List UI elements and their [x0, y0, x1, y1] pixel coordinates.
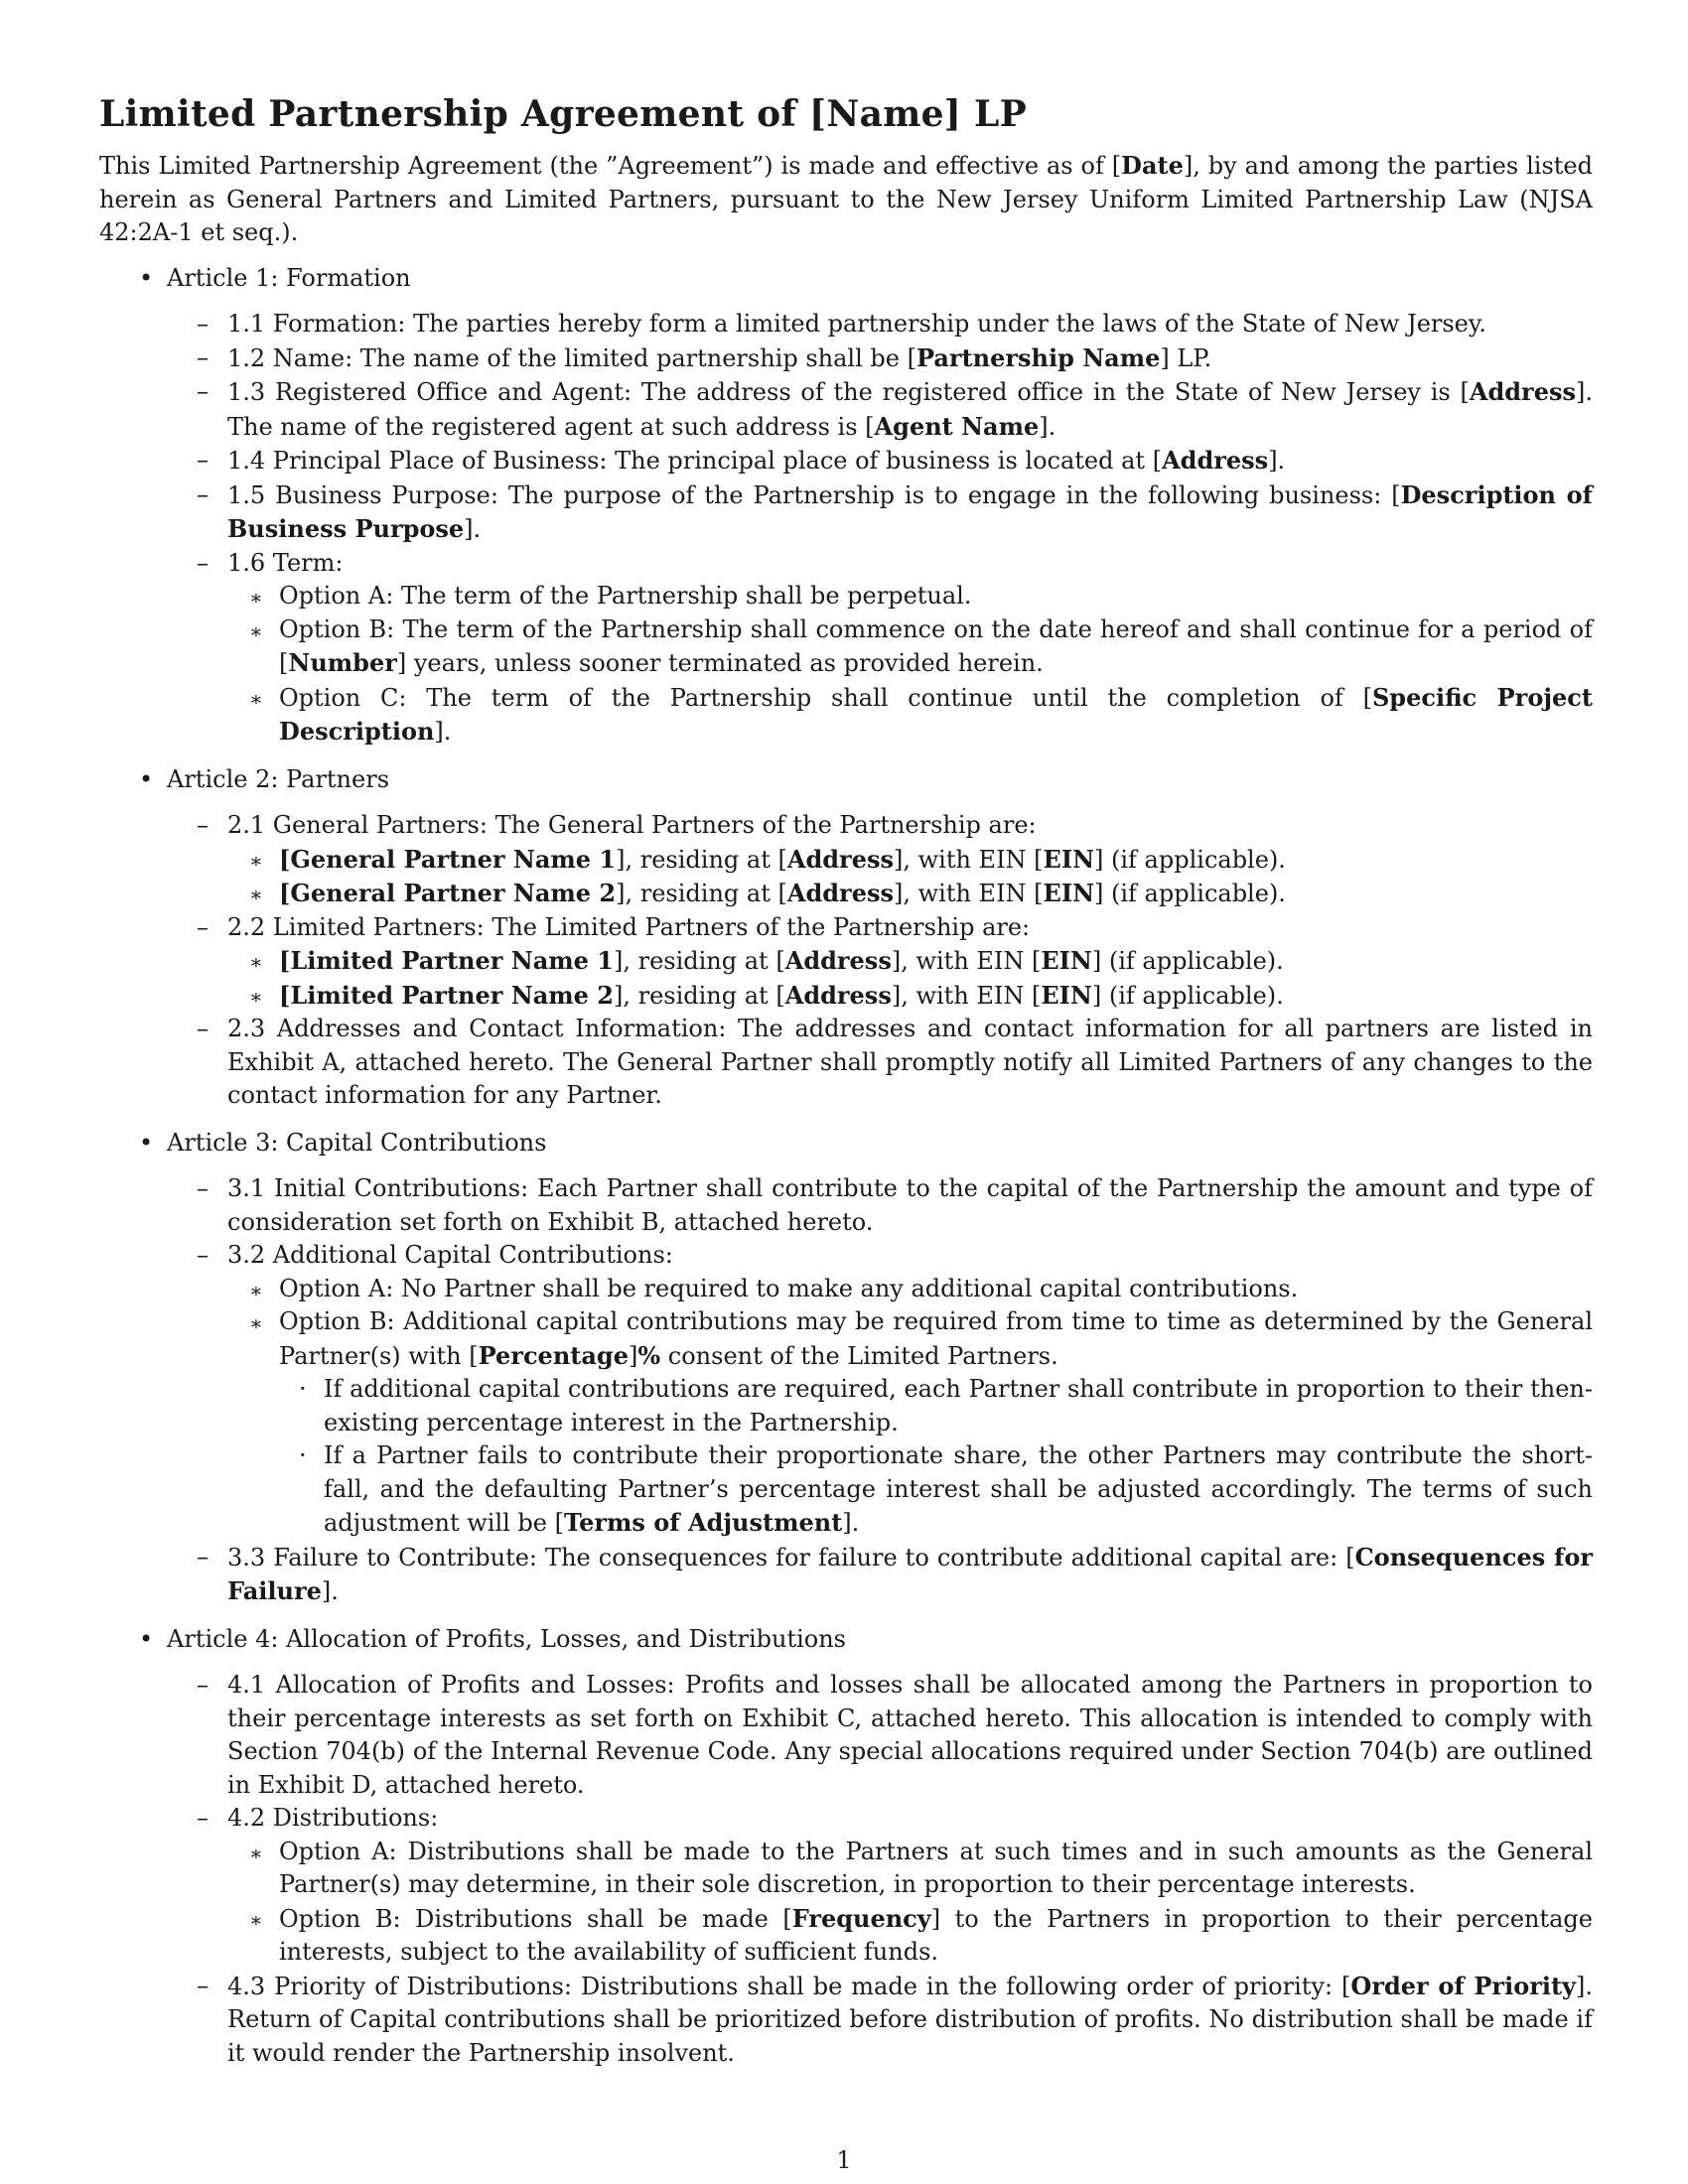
placeholder-order-of-priority: Order of Priority — [1350, 1971, 1576, 2000]
placeholder-consequences: Consequences for Failure — [227, 1542, 1594, 1605]
general-partner-2: ∗ [General Partner Name 2], residing at [Address], with EIN [EIN] (if applicable). — [249, 879, 1286, 907]
placeholder-partnership-name: Partnership Name — [915, 342, 1161, 372]
distribution-options — [227, 1836, 1593, 1970]
section-1-2: – 1.2 Name: The name of the limited partnership shall be [Partnership Name] LP. — [197, 342, 1212, 372]
intro-paragraph: This Limited Partnership Agreement (the ”Agreement”) is made and effective as of [Date], by and among the parties listed herein as General Partners and Limited Partners, pursuant to the New Jersey Uniform Limited Partnership Law (NJSA 42:2A-1 et seq.). — [99, 151, 1593, 246]
article-4-sections — [167, 1669, 1593, 2070]
placeholder-address: Address — [1469, 377, 1576, 406]
document-title: Limited Partnership Agreement of [Name] LP — [99, 93, 1027, 135]
bullet-marker: • — [139, 1624, 154, 1653]
term-option-b: ∗ Option B: The term of the Partnership shall commence on the date hereof and shall continue for a period of [Number] years, unless sooner terminated as provided herein. — [249, 614, 1593, 677]
placeholder-percentage: Percentage — [478, 1340, 629, 1370]
term-options — [227, 580, 1593, 750]
article-2 — [99, 763, 1593, 1113]
section-2-3: – 2.3 Addresses and Contact Information: The addresses and contact information for all partners are listed in Exhibit A, attached hereto. The General Partner shall promptly notify all Limited Partners of any changes to the contact information for any Partner. — [197, 1015, 1593, 1109]
article-2-sections — [167, 809, 1593, 1113]
section-1-4: – 1.4 Principal Place of Business: The principal place of business is located at [Address]. — [197, 446, 1286, 475]
capital-option-a: ∗ Option A: No Partner shall be required to make any additional capital contributions. — [249, 1274, 1299, 1302]
article-3 — [99, 1127, 1593, 1609]
article-3-sections — [167, 1172, 1593, 1609]
placeholder-number: Number — [288, 648, 397, 677]
section-1-1: – 1.1 Formation: The parties hereby form a limited partnership under the laws of the State of New Jersey. — [197, 310, 1486, 338]
capital-options — [227, 1273, 1593, 1541]
bullet-marker: • — [139, 263, 154, 292]
placeholder-date: Date — [1121, 151, 1184, 180]
placeholder-frequency: Frequency — [791, 1903, 931, 1933]
capital-option-b: ∗ Option B: Additional capital contributions may be required from time to time as determined by the General Partner(s) with [Percentage]% consent of the Limited Partners. · If additional capital contributions are required, each Partner shall contribute in proportion to their then-existing percentage interest in the Partnership. · If a Partner fails to contribute their proportionate share, the other Partners may contribute the short-fall, and the defaulting Partner’s percentage interest shall be adjusted accordingly. The terms of such adjustment will be [Terms of Adjustment]. — [227, 1305, 1593, 1541]
limited-partner-1: ∗ [Limited Partner Name 1], residing at [Address], with EIN [EIN] (if applicable). — [249, 946, 1284, 975]
article-3-heading: Article 3: Capital Contributions — [167, 1128, 547, 1157]
general-partner-list — [227, 843, 1593, 911]
placeholder-business-purpose: Description of Business Purpose — [227, 479, 1593, 543]
bullet-marker: • — [139, 764, 154, 793]
bullet-marker: • — [139, 1128, 154, 1157]
article-list — [99, 262, 1593, 2071]
section-1-3: – 1.3 Registered Office and Agent: The address of the registered office in the State of New Jersey is [Address]. The name of the registered agent at such address is [Agent Name]. — [197, 377, 1593, 441]
section-4-1: – 4.1 Allocation of Profits and Losses: Profits and losses shall be allocated among the Partners in proportion to their percentage interests as set forth on Exhibit C, attached hereto. This allocation is intended to comply with Section 704(b) of the Internal Revenue Code. Any special allocations required under Section 704(b) are outlined in Exhibit D, attached hereto. — [197, 1671, 1593, 1799]
article-2-heading: Article 2: Partners — [167, 764, 390, 793]
article-1-sections — [167, 308, 1593, 750]
section-3-3: – 3.3 Failure to Contribute: The consequences for failure to contribute additional capital are: [Consequences for Failure]. — [197, 1542, 1594, 1605]
distribution-option-a: ∗ Option A: Distributions shall be made to the Partners at such times and in such amounts as the General Partner(s) may determine, in their sole discretion, in proportion to their percentage interests. — [249, 1837, 1593, 1898]
placeholder-agent-name: Agent Name — [874, 411, 1040, 441]
article-1-heading: Article 1: Formation — [167, 263, 411, 292]
article-1 — [99, 262, 1593, 750]
section-3-2: – 3.2 Additional Capital Contributions: ∗ Option A: No Partner shall be required to make any additional capital contributions. ∗ Option B: Additional capital contributions may be required from time to time as determined by the General Partner(s) with [Percentage]% consent of the Limited Partners. · If additional capital contributions are required, each Partner shall contribute in proportion to their then-existing percentage interest in the Partnership. · If a Partner fails to contribute their proportionate share, the other Partners may contribute the short-fall, and the defaulting Partner’s percentage interest shall be adjusted accordingly. The terms of such adjustment will be [Terms of Adjustment]. — [167, 1239, 1593, 1541]
section-2-2: – 2.2 Limited Partners: The Limited Partners of the Partnership are: ∗ [Limited Partner Name 1], residing at [Address], with EIN [EIN] (if applicable). ∗ [Limited Partner Name 2], residing at [Address], with EIN [EIN] (if applicable). — [167, 911, 1593, 1014]
article-4 — [99, 1623, 1593, 2071]
section-4-2: – 4.2 Distributions: ∗ Option A: Distributions shall be made to the Partners at such times and in such amounts as the General Partner(s) may determine, in their sole discretion, in proportion to their percentage interests. ∗ Option B: Distributions shall be made [Frequency] to the Partners in proportion to their percentage interests, subject to the availability of sufficient funds. — [167, 1802, 1593, 1970]
section-1-5: – 1.5 Business Purpose: The purpose of the Partnership is to engage in the following business: [Description of Business Purpose]. — [197, 479, 1593, 543]
document-body — [99, 91, 1593, 2084]
page-number: 1 — [836, 2146, 852, 2174]
limited-partner-2: ∗ [Limited Partner Name 2], residing at [Address], with EIN [EIN] (if applicable). — [249, 980, 1284, 1010]
section-1-6: – 1.6 Term: ∗ Option A: The term of the Partnership shall be perpetual. ∗ Option B: The term of the Partnership shall commence on the date hereof and shall continue for a period of [Number] years, unless sooner terminated as provided herein. ∗ Option C: The term of the Partnership shall continue until the completion of [Specific Project Description]. — [167, 547, 1593, 750]
capital-option-b-details — [279, 1373, 1593, 1541]
limited-partner-list — [227, 944, 1593, 1013]
article-4-heading: Article 4: Allocation of Profits, Losses, and Distributions — [167, 1624, 846, 1653]
capital-detail-proportion: · If additional capital contributions are required, each Partner shall contribute in proportion to their then-existing percentage interest in the Partnership. — [299, 1375, 1593, 1436]
term-option-a: ∗ Option A: The term of the Partnership shall be perpetual. — [249, 582, 972, 610]
section-3-1: – 3.1 Initial Contributions: Each Partner shall contribute to the capital of the Partnership the amount and type of consideration set forth on Exhibit B, attached hereto. — [197, 1174, 1593, 1236]
distribution-option-b: ∗ Option B: Distributions shall be made [Frequency] to the Partners in proportion to their percentage interests, subject to the availability of sufficient funds. — [249, 1903, 1593, 1966]
section-2-1: – 2.1 General Partners: The General Partners of the Partnership are: ∗ [General Partner Name 1], residing at [Address], with EIN [EIN] (if applicable). ∗ [General Partner Name 2], residing at [Address], with EIN [EIN] (if applicable). — [167, 809, 1593, 911]
placeholder-terms-of-adjustment: Terms of Adjustment — [563, 1508, 843, 1537]
section-4-3: – 4.3 Priority of Distributions: Distributions shall be made in the following order of priority: [Order of Priority]. Return of Capital contributions shall be prioritized before distribution of profits. No distribution shall be made if it would render the Partnership insolvent. — [197, 1971, 1593, 2067]
general-partner-1: ∗ [General Partner Name 1], residing at [Address], with EIN [EIN] (if applicable). — [249, 844, 1286, 874]
placeholder-project-description: Specific Project Description — [279, 682, 1593, 746]
capital-detail-shortfall: · If a Partner fails to contribute their proportionate share, the other Partners may contribute the short-fall, and the defaulting Partner’s percentage interest shall be adjusted accordingly. The terms of such adjustment will be [Terms of Adjustment]. — [299, 1441, 1593, 1537]
placeholder-address: Address — [1162, 446, 1269, 475]
term-option-c: ∗ Option C: The term of the Partnership shall continue until the completion of [Specific Project Description]. — [249, 682, 1593, 746]
